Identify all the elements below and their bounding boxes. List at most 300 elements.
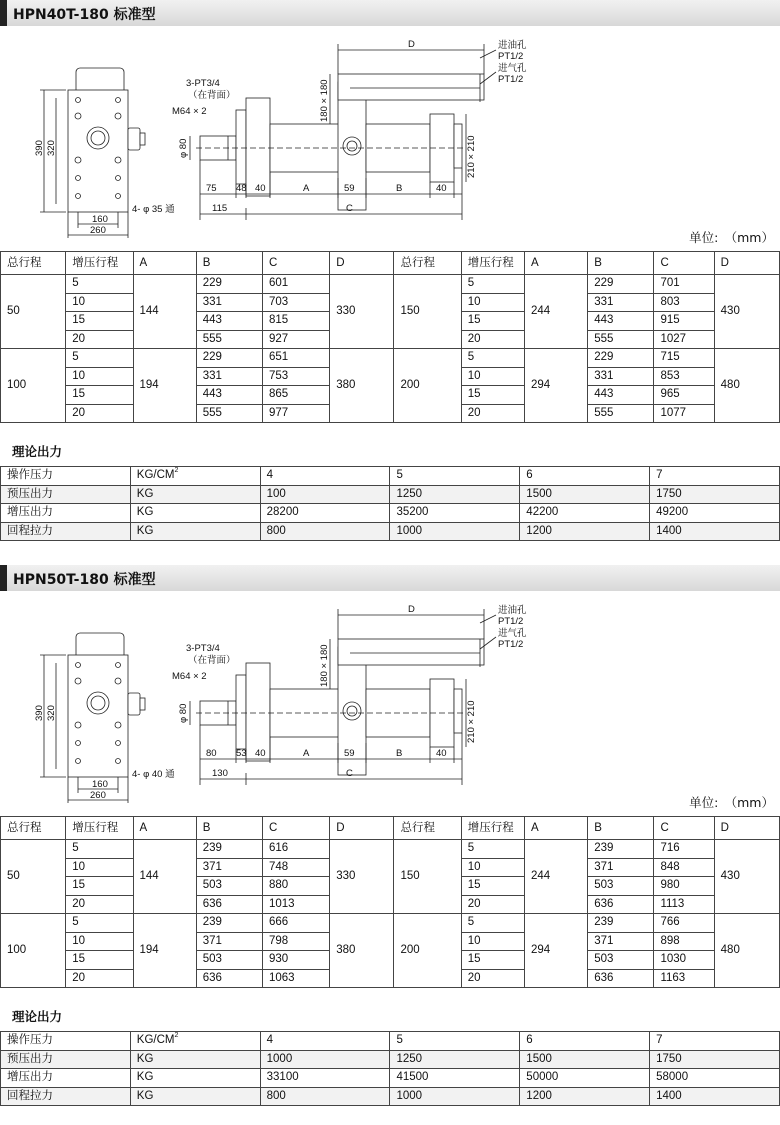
table-cell: 1027 [654,330,714,349]
table-cell: 100 [1,914,66,988]
label-holes: 4- φ 35 通 [132,204,175,215]
table-cell: 144 [133,840,196,914]
force-cell [130,485,260,504]
label-d115: 115 [212,203,228,214]
section-title-bar [0,565,780,591]
table-cell: 636 [196,969,262,988]
table-cell: 294 [524,349,587,423]
section-title-bar [0,0,780,26]
table-cell: 703 [262,293,329,312]
label-h320: 320 [46,705,57,721]
table-cell: 194 [133,349,196,423]
force-table [0,1031,780,1106]
force-cell [390,1050,520,1069]
table-cell: 5 [461,349,524,368]
table-cell: 371 [196,858,262,877]
force-cell-text: 41500 [396,1071,429,1084]
table-cell: 229 [588,349,654,368]
label-dia: φ 80 [178,138,189,158]
force-cell [1,504,131,523]
column-header: C [262,252,329,275]
column-header: D [714,252,779,275]
table-cell: 798 [262,932,329,951]
table-row [1,275,780,294]
force-cell-text: 1200 [526,524,552,537]
label-h390: 390 [34,140,45,156]
table-cell: 150 [394,275,461,349]
force-cell [1,1050,131,1069]
table-cell: 848 [654,858,714,877]
force-cell [390,467,520,486]
table-cell: 865 [262,386,329,405]
column-header: D [714,817,779,840]
label-d75: 75 [206,183,217,194]
table-cell: 15 [66,386,133,405]
label-back: （在背面） [188,655,236,666]
label-d115: 130 [212,768,228,779]
table-cell: 443 [588,386,654,405]
column-header: 总行程 [394,252,461,275]
label-air-pt: PT1/2 [498,74,524,85]
column-header: D [330,252,394,275]
table-cell: 50 [1,275,66,349]
column-header: A [133,817,196,840]
force-row [1,522,780,541]
table-cell: 20 [461,969,524,988]
force-cell-text: 6 [526,1034,533,1047]
table-cell: 977 [262,404,329,423]
dimension-table-body [1,252,780,423]
table-cell: 50 [1,840,66,914]
table-cell: 443 [196,386,262,405]
force-cell [650,1050,780,1069]
table-cell: 15 [461,951,524,970]
table-cell: 100 [1,349,66,423]
table-cell: 10 [66,858,133,877]
table-cell: 965 [654,386,714,405]
table-cell: 194 [133,914,196,988]
force-cell [1,1069,131,1088]
force-cell [650,485,780,504]
dimension-drawing [0,28,780,236]
table-cell: 815 [262,312,329,331]
label-dC: C [346,768,353,779]
table-cell: 200 [394,349,461,423]
label-h390: 390 [34,705,45,721]
force-cell-text: 操作压力 [7,1034,53,1047]
table-row [1,349,780,368]
label-dC: C [346,203,353,214]
force-table-body [1,467,780,541]
force-cell [650,522,780,541]
table-cell: 636 [588,895,654,914]
force-cell-text: 5 [396,1034,403,1047]
table-cell: 239 [588,840,654,859]
force-cell [520,485,650,504]
table-cell: 10 [66,293,133,312]
label-d40b: 40 [436,748,447,759]
label-thread: M64 × 2 [172,106,207,117]
table-cell: 330 [330,275,394,349]
force-cell [260,1069,390,1088]
table-cell: 927 [262,330,329,349]
table-cell: 20 [66,330,133,349]
column-header: 增压行程 [461,817,524,840]
force-cell-text: 增压出力 [7,506,53,519]
column-header: C [262,817,329,840]
table-cell: 443 [196,312,262,331]
section-title: HPN50T-180 标准型 [13,572,156,588]
table-cell: 150 [394,840,461,914]
force-cell [520,522,650,541]
table-cell: 10 [461,858,524,877]
column-header: 增压行程 [461,252,524,275]
column-header: A [133,252,196,275]
force-cell [650,467,780,486]
title-marker [0,0,7,26]
force-cell-text: 5 [396,469,403,482]
table-cell: 1030 [654,951,714,970]
force-cell [1,1032,131,1051]
unit-label: 单位: （mm） [689,230,774,245]
dimension-table [0,816,780,988]
table-cell: 239 [196,914,262,933]
force-cell-text: 4 [266,1034,274,1047]
force-cell-text: 1750 [656,487,682,500]
label-port: 3-PT3/4 [186,643,220,654]
table-cell: 503 [196,877,262,896]
unit-label: 单位: （mm） [689,795,774,810]
force-cell [1,485,131,504]
force-cell [1,522,131,541]
force-cell-text: 1000 [396,1089,423,1102]
column-header: D [330,817,394,840]
force-cell-text: 预压出力 [7,487,53,500]
table-header-row [1,817,780,840]
label-h320: 320 [46,140,57,156]
force-cell-text: 42200 [526,506,559,519]
table-cell: 371 [196,932,262,951]
force-cell [520,467,650,486]
force-row [1,467,780,486]
label-air: 进气孔 [498,628,527,639]
table-cell: 15 [66,312,133,331]
force-cell [520,1050,650,1069]
force-cell-text: KG/CM [136,1034,175,1047]
table-cell: 898 [654,932,714,951]
label-air: 进气孔 [498,63,527,74]
label-oil: 进油孔 [498,605,527,616]
table-cell: 229 [196,275,262,294]
force-cell-text: KG [136,506,154,519]
table-cell: 200 [394,914,461,988]
force-cell-text: KG [136,1071,154,1084]
force-cell-text: 1250 [396,487,423,500]
table-cell: 229 [588,275,654,294]
force-cell-text: KG [136,487,154,500]
force-cell [130,1087,260,1106]
table-cell: 636 [588,969,654,988]
dimension-drawing [0,593,780,801]
force-cell-text: 预压出力 [7,1052,53,1065]
table-cell: 239 [196,840,262,859]
force-row [1,485,780,504]
force-cell [650,1069,780,1088]
table-cell: 371 [588,932,654,951]
table-cell: 331 [196,293,262,312]
label-w160: 160 [92,214,108,225]
label-d48: 53 [236,748,247,759]
label-oil-pt: PT1/2 [498,51,524,62]
table-cell: 380 [330,914,394,988]
force-cell [1,1087,131,1106]
label-oil: 进油孔 [498,40,527,51]
table-cell: 144 [133,275,196,349]
table-cell: 5 [461,275,524,294]
force-cell-text: 1000 [396,524,423,537]
table-cell: 503 [588,951,654,970]
table-cell: 430 [714,840,779,914]
table-cell: 20 [461,895,524,914]
table-cell: 5 [66,914,133,933]
label-w160: 160 [92,779,108,790]
force-cell-text: 33100 [266,1071,299,1084]
dimension-table [0,251,780,423]
label-d40a: 40 [255,748,266,759]
title-marker [0,565,7,591]
table-cell: 244 [524,275,587,349]
force-cell [130,1069,260,1088]
column-header: 总行程 [394,817,461,840]
table-cell: 15 [66,877,133,896]
label-sq: 180 × 180 [319,644,330,687]
force-cell [650,1032,780,1051]
force-cell [260,485,390,504]
force-cell [390,1069,520,1088]
force-row [1,1050,780,1069]
force-cell [390,522,520,541]
table-cell: 716 [654,840,714,859]
force-cell-text: 1750 [656,1052,682,1065]
force-row [1,1069,780,1088]
table-cell: 244 [524,840,587,914]
table-cell: 229 [196,349,262,368]
table-cell: 15 [461,386,524,405]
column-header: B [196,817,262,840]
force-cell-text: 1000 [266,1052,293,1065]
table-cell: 701 [654,275,714,294]
table-cell: 601 [262,275,329,294]
label-dA: A [303,183,310,194]
label-w260: 260 [90,790,106,801]
force-cell-text: 7 [656,469,663,482]
table-cell: 1163 [654,969,714,988]
label-dD: D [408,604,415,615]
label-d59: 59 [344,183,355,194]
force-cell [650,504,780,523]
force-cell [260,1050,390,1069]
force-cell-text: 操作压力 [7,469,53,482]
label-oil-pt: PT1/2 [498,616,524,627]
table-cell: 331 [196,367,262,386]
table-cell: 20 [461,330,524,349]
column-header: 增压行程 [66,817,133,840]
table-cell: 15 [461,312,524,331]
force-title: 理论出力 [12,444,63,459]
table-cell: 748 [262,858,329,877]
force-row [1,1087,780,1106]
label-d40a: 40 [255,183,266,194]
force-cell [520,504,650,523]
force-cell [390,1087,520,1106]
column-header: 增压行程 [66,252,133,275]
column-header: B [588,817,654,840]
table-cell: 15 [461,877,524,896]
table-cell: 380 [330,349,394,423]
table-cell: 10 [461,367,524,386]
table-cell: 480 [714,914,779,988]
force-cell-text: 28200 [266,506,299,519]
force-cell-text: 50000 [526,1071,559,1084]
column-header: C [654,817,714,840]
force-cell [390,485,520,504]
table-cell: 616 [262,840,329,859]
force-cell [130,522,260,541]
force-cell [1,467,131,486]
label-thread: M64 × 2 [172,671,207,682]
force-cell-text: 58000 [656,1071,689,1084]
force-row [1,1032,780,1051]
label-sq: 180 × 180 [319,79,330,122]
table-cell: 555 [196,404,262,423]
table-cell: 20 [461,404,524,423]
force-title: 理论出力 [12,1009,63,1024]
force-cell-text: 1200 [526,1089,552,1102]
force-cell-text: 4 [266,469,274,482]
table-cell: 430 [714,275,779,349]
table-row [1,914,780,933]
force-cell-text: 1500 [526,1052,552,1065]
force-cell-text: 800 [266,524,286,537]
table-cell: 5 [66,349,133,368]
force-cell-text: KG [136,1052,154,1065]
force-cell-text: 1500 [526,487,552,500]
label-back: （在背面） [188,90,236,101]
force-row [1,504,780,523]
force-cell-text: 800 [266,1089,286,1102]
table-cell: 20 [66,404,133,423]
column-header: C [654,252,714,275]
force-cell [520,1032,650,1051]
force-cell-text: 1400 [656,524,682,537]
table-cell: 1063 [262,969,329,988]
force-cell [520,1069,650,1088]
table-cell: 980 [654,877,714,896]
force-cell [260,1032,390,1051]
force-cell [260,467,390,486]
table-cell: 480 [714,349,779,423]
force-cell [260,504,390,523]
label-flange: 210 × 210 [466,700,477,743]
force-cell [260,522,390,541]
unit-superscript: 2 [174,467,179,475]
label-dB: B [396,183,403,194]
force-cell [260,1087,390,1106]
column-header: A [524,817,587,840]
force-cell-text: 回程拉力 [7,524,53,537]
label-dA: A [303,748,310,759]
table-cell: 5 [66,840,133,859]
table-cell: 331 [588,367,654,386]
label-d75: 80 [206,748,217,759]
column-header: 总行程 [1,252,66,275]
force-cell-text: 1400 [656,1089,682,1102]
table-cell: 371 [588,858,654,877]
label-air-pt: PT1/2 [498,639,524,650]
force-cell-text: 6 [526,469,533,482]
dimension-table-body [1,817,780,988]
table-cell: 915 [654,312,714,331]
table-cell: 636 [196,895,262,914]
label-d48: 48 [236,183,247,194]
force-cell [130,467,260,486]
label-port: 3-PT3/4 [186,78,220,89]
force-table-body [1,1032,780,1106]
table-row [1,840,780,859]
table-cell: 5 [461,914,524,933]
force-cell [130,1032,260,1051]
force-cell-text: 增压出力 [7,1071,53,1084]
table-cell: 753 [262,367,329,386]
force-cell [130,504,260,523]
table-cell: 853 [654,367,714,386]
force-cell-text: 35200 [396,506,429,519]
table-cell: 20 [66,895,133,914]
unit-superscript: 2 [174,1032,179,1040]
force-cell [390,1032,520,1051]
table-cell: 239 [588,914,654,933]
table-cell: 5 [461,840,524,859]
column-header: B [196,252,262,275]
table-cell: 10 [461,932,524,951]
table-cell: 930 [262,951,329,970]
force-cell-text: KG/CM [136,469,175,482]
table-header-row [1,252,780,275]
table-cell: 294 [524,914,587,988]
section-title: HPN40T-180 标准型 [13,7,156,23]
force-cell-text: KG [136,1089,154,1102]
force-cell-text: 回程拉力 [7,1089,53,1102]
column-header: 总行程 [1,817,66,840]
label-d59: 59 [344,748,355,759]
force-cell [390,504,520,523]
force-cell-text: KG [136,524,154,537]
column-header: B [588,252,654,275]
table-cell: 443 [588,312,654,331]
table-cell: 555 [196,330,262,349]
force-cell-text: 7 [656,1034,663,1047]
label-dD: D [408,39,415,50]
force-cell [520,1087,650,1106]
table-cell: 10 [461,293,524,312]
table-cell: 880 [262,877,329,896]
label-dB: B [396,748,403,759]
table-cell: 15 [66,951,133,970]
table-cell: 330 [330,840,394,914]
table-cell: 5 [66,275,133,294]
force-cell-text: 1250 [396,1052,423,1065]
label-d40b: 40 [436,183,447,194]
